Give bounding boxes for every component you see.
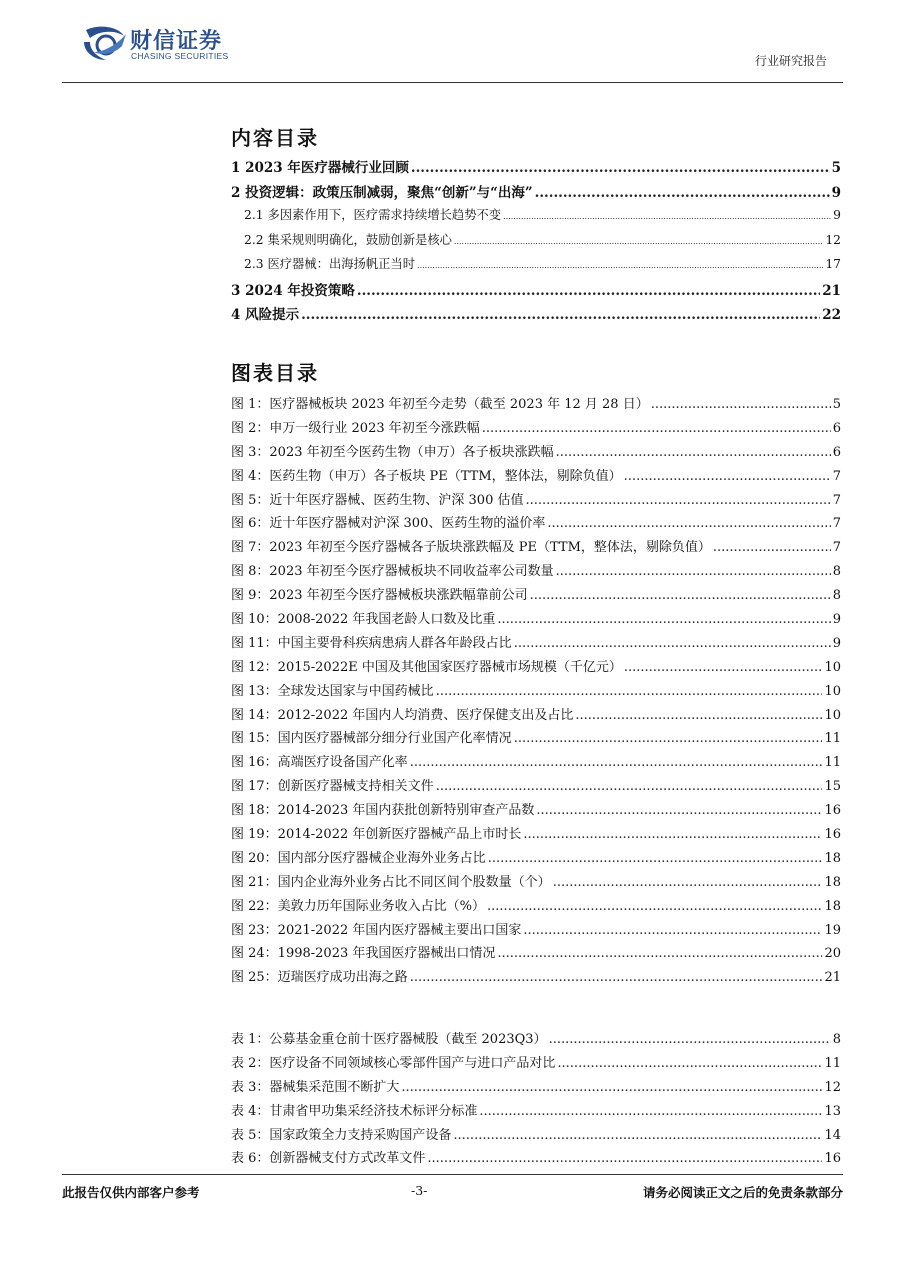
toc-entry-page: 22 <box>822 307 841 323</box>
table-entry-page: 13 <box>824 1103 841 1119</box>
table-entry[interactable] <box>231 1100 841 1124</box>
dot-leader <box>535 185 830 201</box>
dot-leader <box>479 1104 822 1119</box>
dot-leader <box>624 660 823 675</box>
page-number: -3- <box>411 1183 428 1198</box>
figure-entry-label: 图 14：2012-2022 年国内人均消费、医疗保健支出及占比 <box>231 707 574 723</box>
toc-entry-page: 17 <box>825 257 841 271</box>
toc-entry-page: 21 <box>822 282 841 299</box>
figure-entry-label: 图 9：2023 年初至今医疗器械板块涨跌幅靠前公司 <box>231 588 528 604</box>
figure-entry-label: 图 4：医药生物（申万）各子板块 PE（TTM，整体法，剔除负值） <box>231 468 622 484</box>
figure-entry-label: 图 13：全球发达国家与中国药械比 <box>231 683 434 699</box>
figure-entry-page: 7 <box>832 492 841 508</box>
dot-leader <box>417 257 823 271</box>
dot-leader <box>556 564 831 579</box>
dot-leader <box>497 946 822 961</box>
table-entry[interactable] <box>231 1076 841 1100</box>
toc-entry-page: 9 <box>833 208 841 222</box>
table-entry-label: 表 1：公募基金重仓前十医疗器械股（截至 2023Q3） <box>231 1032 547 1047</box>
footer-divider <box>62 1174 843 1175</box>
figure-entry-page: 8 <box>832 564 841 580</box>
dot-leader <box>553 875 823 890</box>
figure-entry-page: 6 <box>832 420 841 436</box>
dot-leader <box>488 851 823 866</box>
table-entry[interactable] <box>231 1147 841 1171</box>
figure-entry[interactable] <box>231 656 841 680</box>
figure-entry-label: 图 19：2014-2022 年创新医疗器械产品上市时长 <box>231 827 522 843</box>
table-entry-label: 表 4：甘肃省甲功集采经济技术标评分标准 <box>231 1103 478 1119</box>
toc-entry-label: 2 投资逻辑：政策压制减弱，聚焦“创新”与“出海” <box>231 184 533 201</box>
figure-entry-label: 图 11：中国主要骨科疾病患病人群各年龄段占比 <box>231 635 512 651</box>
figures-list <box>231 393 841 990</box>
contents-list <box>231 156 841 328</box>
dot-leader <box>523 827 822 842</box>
toc-entry-label: 4 风险提示 <box>231 307 300 323</box>
dot-leader <box>575 708 822 723</box>
dot-leader <box>557 1056 822 1071</box>
toc-entry-page: 9 <box>831 184 841 201</box>
dot-leader <box>453 1128 822 1143</box>
figure-entry[interactable] <box>231 704 841 728</box>
toc-entry-label: 2.1 多因素作用下，医疗需求持续增长趋势不变 <box>244 208 502 222</box>
figure-entry[interactable] <box>231 751 841 775</box>
dot-leader <box>713 540 831 555</box>
figure-entry[interactable] <box>231 632 841 656</box>
toc-entry-label: 3 2024 年投资策略 <box>231 282 355 299</box>
figure-entry-page: 18 <box>824 850 841 866</box>
table-entry-page: 16 <box>824 1151 841 1167</box>
toc-entry[interactable] <box>231 181 841 206</box>
figure-entry[interactable] <box>231 536 841 560</box>
dot-leader <box>514 636 831 651</box>
figure-entry[interactable] <box>231 465 841 489</box>
toc-entry-label: 2.3 医疗器械：出海扬帆正当时 <box>244 257 416 271</box>
dot-leader <box>651 397 831 412</box>
figure-entry-label: 图 25：迈瑞医疗成功出海之路 <box>231 970 408 986</box>
tables-list <box>231 1028 841 1171</box>
figure-entry-page: 18 <box>824 898 841 914</box>
figure-entry[interactable] <box>231 823 841 847</box>
figure-entry[interactable] <box>231 608 841 632</box>
figure-entry[interactable] <box>231 680 841 704</box>
figures-title: 图表目录 <box>231 361 319 385</box>
dot-leader <box>514 731 823 746</box>
figure-entry-label: 图 17：创新医疗器械支持相关文件 <box>231 779 434 795</box>
figure-entry-page: 11 <box>824 731 841 747</box>
figure-entry-page: 6 <box>832 444 841 460</box>
dot-leader <box>427 1151 822 1166</box>
figure-entry-page: 9 <box>832 635 841 651</box>
figure-entry-page: 10 <box>824 683 841 699</box>
figure-entry-label: 图 23：2021-2022 年国内医疗器械主要出口国家 <box>231 922 522 938</box>
dot-leader <box>411 160 830 176</box>
toc-entry[interactable] <box>231 279 841 304</box>
figure-entry-label: 图 21：国内企业海外业务占比不同区间个股数量（个） <box>231 874 551 890</box>
figure-entry[interactable] <box>231 871 841 895</box>
dot-leader <box>523 923 822 938</box>
figure-entry-label: 图 7：2023 年初至今医疗器械各子版块涨跌幅及 PE（TTM，整体法，剔除负值） <box>231 540 711 556</box>
dot-leader <box>401 1080 822 1095</box>
dot-leader <box>454 233 823 247</box>
figure-entry-page: 16 <box>824 803 841 819</box>
figure-entry-page: 19 <box>824 922 841 938</box>
figure-entry[interactable] <box>231 799 841 823</box>
logo-chinese-name: 财信证券 <box>130 29 223 54</box>
table-entry-label: 表 3：器械集采范围不断扩大 <box>231 1079 400 1095</box>
dot-leader <box>549 1032 831 1047</box>
figure-entry[interactable] <box>231 417 841 441</box>
footer-disclaimer: 此报告仅供内部客户参考 <box>62 1185 200 1200</box>
header-divider <box>62 82 843 83</box>
dot-leader <box>525 493 830 508</box>
figure-entry-label: 图 22：美敦力历年国际业务收入占比（%） <box>231 898 486 914</box>
figure-entry-label: 图 6：近十年医疗器械对沪深 300、医药生物的溢价率 <box>231 516 546 532</box>
table-entry[interactable] <box>231 1028 841 1052</box>
dot-leader <box>503 208 831 222</box>
dot-leader <box>530 588 831 603</box>
toc-entry[interactable] <box>231 156 841 181</box>
dot-leader <box>410 755 823 770</box>
table-entry[interactable] <box>231 1124 841 1148</box>
figure-entry[interactable] <box>231 489 841 513</box>
figure-entry[interactable] <box>231 393 841 417</box>
figure-entry-page: 16 <box>824 827 841 843</box>
figure-entry-page: 18 <box>824 874 841 890</box>
dot-leader <box>410 970 823 985</box>
table-entry-page: 8 <box>832 1032 841 1047</box>
dot-leader <box>536 803 822 818</box>
dot-leader <box>301 307 820 323</box>
figure-entry-label: 图 8：2023 年初至今医疗器械板块不同收益率公司数量 <box>231 564 554 580</box>
figure-entry-page: 5 <box>832 397 841 412</box>
dot-leader <box>556 445 831 460</box>
company-logo <box>80 22 240 66</box>
dot-leader <box>436 779 823 794</box>
figure-entry-page: 7 <box>832 468 841 484</box>
footer-notice: 请务必阅读正文之后的免责条款部分 <box>642 1185 843 1200</box>
toc-entry-page: 12 <box>825 232 841 247</box>
table-entry-page: 11 <box>824 1055 841 1071</box>
figure-entry-page: 7 <box>832 540 841 556</box>
figure-entry-page: 21 <box>824 970 841 986</box>
figure-entry-label: 图 24：1998-2023 年我国医疗器械出口情况 <box>231 946 496 962</box>
figure-entry-page: 20 <box>824 946 841 962</box>
dot-leader <box>497 612 830 627</box>
figure-entry-page: 8 <box>832 588 841 604</box>
figure-entry-label: 图 18：2014-2023 年国内获批创新特别审查产品数 <box>231 803 535 819</box>
table-entry-label: 表 5：国家政策全力支持采购国产设备 <box>231 1127 452 1143</box>
figure-entry[interactable] <box>231 727 841 751</box>
dot-leader <box>487 899 822 914</box>
logo-mark-icon <box>80 22 128 62</box>
dot-leader <box>624 469 831 484</box>
document-type: 行业研究报告 <box>754 54 827 68</box>
figure-entry-page: 11 <box>824 755 841 771</box>
figure-entry-label: 图 3：2023 年初至今医药生物（申万）各子板块涨跌幅 <box>231 444 554 460</box>
toc-entry[interactable] <box>231 254 841 279</box>
figure-entry[interactable] <box>231 584 841 608</box>
table-entry-label: 表 2：医疗设备不同领域核心零部件国产与进口产品对比 <box>231 1055 556 1071</box>
toc-entry[interactable] <box>231 205 841 230</box>
figure-entry[interactable] <box>231 895 841 919</box>
figure-entry[interactable] <box>231 775 841 799</box>
figure-entry-page: 7 <box>832 516 841 532</box>
figure-entry[interactable] <box>231 512 841 536</box>
table-entry[interactable] <box>231 1052 841 1076</box>
figure-entry-label: 图 16：高端医疗设备国产化率 <box>231 755 408 771</box>
dot-leader <box>547 516 830 531</box>
figure-entry-label: 图 2：申万一级行业 2023 年初至今涨跌幅 <box>231 420 480 436</box>
figure-entry-page: 10 <box>824 707 841 723</box>
page-header <box>0 0 905 85</box>
dot-leader <box>357 283 820 299</box>
figure-entry[interactable] <box>231 560 841 584</box>
figure-entry-label: 图 15：国内医疗器械部分细分行业国产化率情况 <box>231 731 512 747</box>
table-entry-page: 12 <box>824 1079 841 1095</box>
logo-english-name: CHASING SECURITIES <box>131 51 229 61</box>
toc-entry[interactable] <box>231 230 841 255</box>
dot-leader <box>436 684 823 699</box>
figure-entry-page: 15 <box>824 779 841 795</box>
table-entry-label: 表 6：创新器械支付方式改革文件 <box>231 1151 426 1167</box>
dot-leader <box>482 421 831 436</box>
figure-entry-page: 10 <box>824 659 841 675</box>
contents-title: 内容目录 <box>231 126 319 150</box>
figure-entry[interactable] <box>231 942 841 966</box>
figure-entry-label: 图 12：2015-2022E 中国及其他国家医疗器械市场规模（千亿元） <box>231 659 622 675</box>
figure-entry-label: 图 20：国内部分医疗器械企业海外业务占比 <box>231 850 486 866</box>
figure-entry[interactable] <box>231 441 841 465</box>
table-entry-page: 14 <box>824 1127 841 1143</box>
figure-entry[interactable] <box>231 919 841 943</box>
toc-entry-label: 2.2 集采规则明确化，鼓励创新是核心 <box>244 232 452 247</box>
figure-entry-label: 图 10：2008-2022 年我国老龄人口数及比重 <box>231 612 496 628</box>
figure-entry[interactable] <box>231 847 841 871</box>
figure-entry[interactable] <box>231 966 841 990</box>
toc-entry-label: 1 2023 年医疗器械行业回顾 <box>231 160 409 176</box>
figure-entry-label: 图 5：近十年医疗器械、医药生物、沪深 300 估值 <box>231 492 524 508</box>
figure-entry-label: 图 1：医疗器械板块 2023 年初至今走势（截至 2023 年 12 月 28 日） <box>231 397 649 412</box>
toc-entry-page: 5 <box>831 160 841 176</box>
figure-entry-page: 9 <box>832 612 841 628</box>
toc-entry[interactable] <box>231 303 841 328</box>
